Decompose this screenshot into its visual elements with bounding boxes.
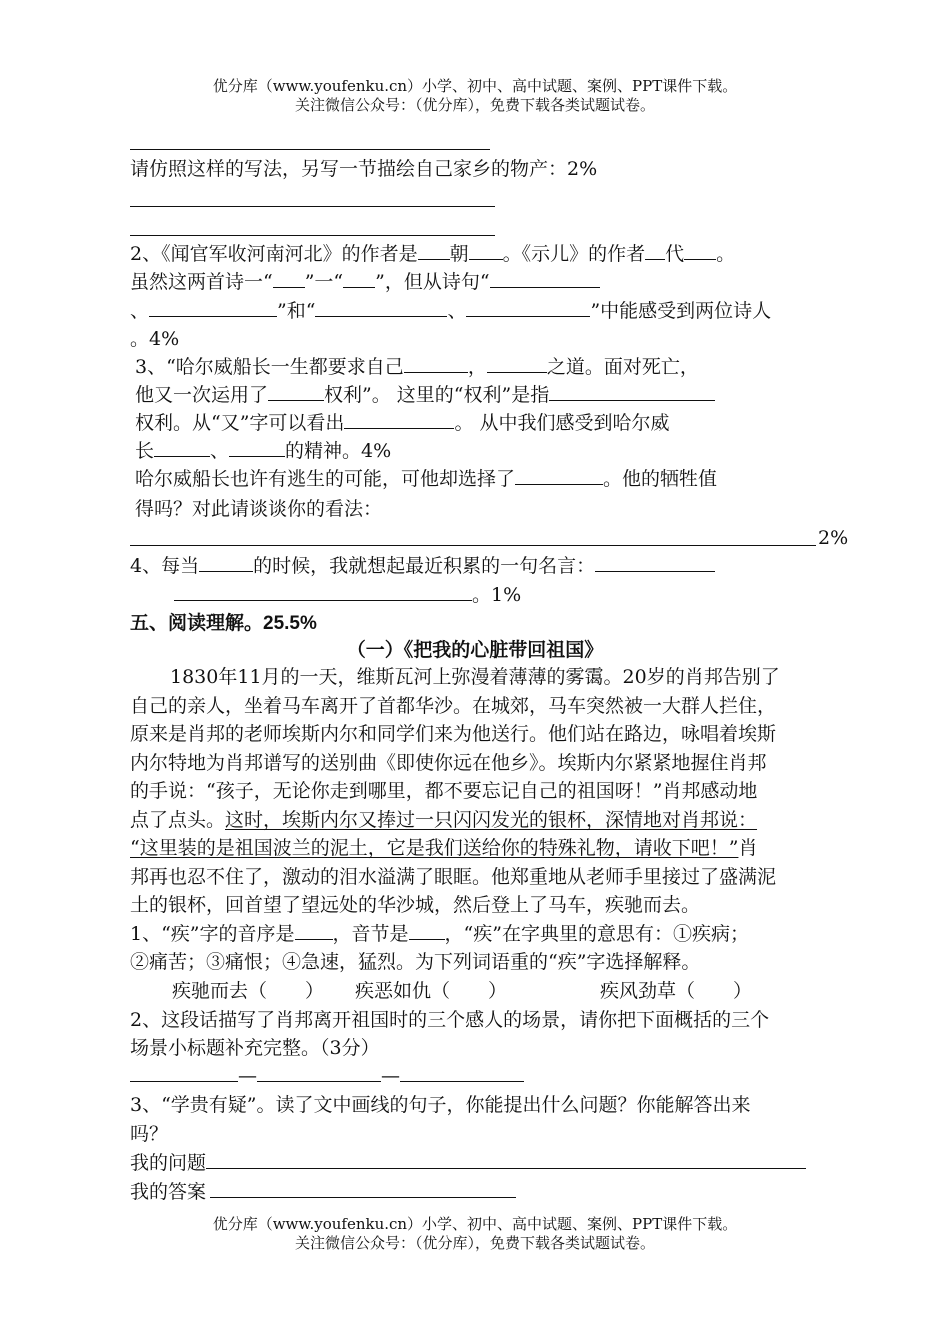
q3-line-4 xyxy=(135,438,391,464)
q2-text: ”，但从诗句“ xyxy=(375,271,490,293)
q4-line-2 xyxy=(130,582,521,608)
q3-text: ， xyxy=(467,356,487,378)
underlined-sentence: 这时，埃斯内尔又捧过一只闪闪发光的银杯，深情地对肖邦说： xyxy=(225,809,758,831)
footer-line-2: 关注微信公众号：（优分库），免费下载各类试题试卷。 xyxy=(294,1234,655,1252)
rq1-text: ，“疾”在字典里的意思有：①疾病； xyxy=(444,923,749,945)
q3-text: 3、“哈尔威船长一生都要求自己 xyxy=(135,356,404,378)
blank[interactable] xyxy=(149,298,277,317)
rq1-text: 1、“疾”字的音序是 xyxy=(130,923,295,945)
answer-line xyxy=(130,235,495,236)
rq2-line-1: 2、这段话描写了肖邦离开祖国时的三个感人的场景，请你把下面概括的三个 xyxy=(130,1009,770,1031)
blank[interactable] xyxy=(130,1063,238,1082)
q3-text: 权利”。 这里的“权利”是指 xyxy=(324,384,550,406)
answer-line xyxy=(130,206,495,207)
q2-text: ”和“ xyxy=(277,300,316,322)
blank[interactable] xyxy=(466,298,590,317)
blank[interactable] xyxy=(268,382,324,401)
my-question-label: 我的问题 xyxy=(130,1152,207,1174)
q3-text: 哈尔威船长也许有逃生的可能，可他却选择了 xyxy=(135,468,516,490)
rq1-line-2: ②痛苦；③痛恨；④急速，猛烈。为下列词语重的“疾”字选择解释。 xyxy=(130,951,701,973)
q2-text: ”一“ xyxy=(304,271,344,293)
my-answer-row xyxy=(130,1179,516,1205)
q2-text: 朝 xyxy=(449,243,469,265)
q2-text: 2、《闻官军收河南河北》的作者是 xyxy=(130,243,418,265)
blank[interactable] xyxy=(273,269,305,288)
rq3-line-1: 3、“学贵有疑”。读了文中画线的句子，你能提出什么问题？你能解答出来 xyxy=(130,1094,751,1116)
rq1-word-2[interactable]: 疾恶如仇（ ） xyxy=(355,980,508,1002)
header-line-2: 关注微信公众号：（优分库），免费下载各类试题试卷。 xyxy=(294,96,655,114)
section5-heading: 五、阅读理解。25.5% xyxy=(130,613,317,634)
q3-text: 之道。面对死亡， xyxy=(546,356,699,378)
q3-text: 的精神。4% xyxy=(285,440,392,462)
blank[interactable] xyxy=(549,382,715,401)
underlined-sentence: “这里装的是祖国波兰的泥土，它是我们送给你的特殊礼物，请收下吧！” xyxy=(130,837,739,859)
footer-line-1: 优分库（www.youfenku.cn）小学、初中、高中试题、案例、PPT课件下载。 xyxy=(212,1215,738,1233)
question-answer-line[interactable] xyxy=(206,1150,806,1169)
blank[interactable] xyxy=(315,298,447,317)
q2-text: 、 xyxy=(130,300,150,322)
blank[interactable] xyxy=(343,269,375,288)
q2-text: 。《示儿》的作者 xyxy=(502,243,646,265)
blank[interactable] xyxy=(295,921,333,940)
blank[interactable] xyxy=(490,269,600,288)
passage-line: 内尔特地为肖邦谱写的送别曲《即使你远在他乡》。埃斯内尔紧紧地握住肖邦 xyxy=(130,752,767,774)
blank[interactable] xyxy=(418,241,450,260)
blank[interactable] xyxy=(409,921,445,940)
q3-text: 。他的牺牲值 xyxy=(603,468,718,490)
blank[interactable] xyxy=(684,241,716,260)
rq3-line-2: 吗？ xyxy=(130,1123,169,1145)
passage-line: 1830年11月的一天，维斯瓦河上弥漫着薄薄的雾霭。20岁的肖邦告别了 xyxy=(170,666,780,688)
q2-text: 、 xyxy=(447,300,467,322)
q4-line-1 xyxy=(130,553,715,579)
answer-line xyxy=(130,545,816,546)
q4-text: 的时候，我就想起最近积累的一句名言： xyxy=(253,555,596,577)
q2-text: ”中能感受到两位诗人 xyxy=(590,300,772,322)
blank[interactable] xyxy=(229,438,285,457)
q2-line-2 xyxy=(130,269,600,295)
rq1-word-1[interactable]: 疾驰而去（ ） xyxy=(172,980,325,1002)
blank[interactable] xyxy=(595,553,715,572)
q4-text: 。1% xyxy=(472,584,522,606)
passage-line xyxy=(130,835,757,861)
passage-line: 土的银杯，回首望了望远处的华沙城，然后登上了马车，疾驰而去。 xyxy=(130,894,701,916)
rq1-text: ，音节是 xyxy=(332,923,409,945)
blank[interactable] xyxy=(404,354,468,373)
blank[interactable] xyxy=(174,582,472,601)
passage-text: 点了点头。 xyxy=(130,809,226,831)
q2-text: 。 xyxy=(716,243,736,265)
q2-score: 。4% xyxy=(130,328,180,350)
passage-title: （一）《把我的心脏带回祖国》 xyxy=(346,639,604,661)
q2-text: 代 xyxy=(665,243,685,265)
q3-text: 权利。从“又”字可以看出 xyxy=(135,412,345,434)
blank[interactable] xyxy=(344,410,454,429)
q4-text: 4、每当 xyxy=(130,555,200,577)
passage-line xyxy=(130,807,757,833)
q2-line-3 xyxy=(130,298,771,324)
q3-score: 2% xyxy=(818,527,849,549)
passage-text: 肖 xyxy=(738,837,758,859)
rq1-line-1 xyxy=(130,921,749,947)
blank[interactable] xyxy=(400,1063,524,1082)
passage-line: 原来是肖邦的老师埃斯内尔和同学们来为他送行。他们站在路边，咏唱着埃斯 xyxy=(130,723,777,745)
blank[interactable] xyxy=(154,438,210,457)
blank[interactable] xyxy=(469,241,503,260)
dash: — xyxy=(381,1065,400,1087)
blank[interactable] xyxy=(515,466,603,485)
passage-line: 自己的亲人，坐着马车离开了首都华沙。在城郊，马车突然被一大群人拦住， xyxy=(130,695,777,717)
q3-text: 。 从中我们感受到哈尔威 xyxy=(454,412,670,434)
q3-line-6: 得吗？对此请谈谈你的看法： xyxy=(135,498,383,520)
q3-line-5 xyxy=(135,466,717,492)
passage-line: 的手说：“孩子，无论你走到哪里，都不要忘记自己的祖国呀！”肖邦感动地 xyxy=(130,780,758,802)
dash: — xyxy=(238,1065,257,1087)
blank[interactable] xyxy=(645,241,665,260)
q2-text: 虽然这两首诗一“ xyxy=(130,271,273,293)
answer-line[interactable] xyxy=(210,1179,516,1198)
q3-text: 、 xyxy=(210,440,230,462)
q1-imitate: 请仿照这样的写法，另写一节描绘自己家乡的物产：2% xyxy=(130,158,598,180)
blank[interactable] xyxy=(257,1063,381,1082)
q3-text: 长 xyxy=(135,440,155,462)
q3-line-1 xyxy=(135,354,699,380)
q2-line-1 xyxy=(130,241,735,267)
my-question-row xyxy=(130,1150,806,1176)
rq2-line-3 xyxy=(130,1063,524,1089)
my-answer-label: 我的答案 xyxy=(130,1181,207,1203)
passage-line: 邦再也忍不住了，激动的泪水溢满了眼眶。他郑重地从老师手里接过了盛满泥 xyxy=(130,866,777,888)
q3-line-2 xyxy=(135,382,715,408)
answer-line xyxy=(130,149,490,150)
q3-text: 他又一次运用了 xyxy=(135,384,269,406)
rq1-word-3[interactable]: 疾风劲草（ ） xyxy=(600,980,753,1002)
rq2-line-2: 场景小标题补充完整。（3分） xyxy=(130,1037,380,1059)
q3-line-3 xyxy=(135,410,669,436)
blank[interactable] xyxy=(199,553,253,572)
header-line-1: 优分库（www.youfenku.cn）小学、初中、高中试题、案例、PPT课件下载。 xyxy=(212,77,738,95)
blank[interactable] xyxy=(487,354,547,373)
